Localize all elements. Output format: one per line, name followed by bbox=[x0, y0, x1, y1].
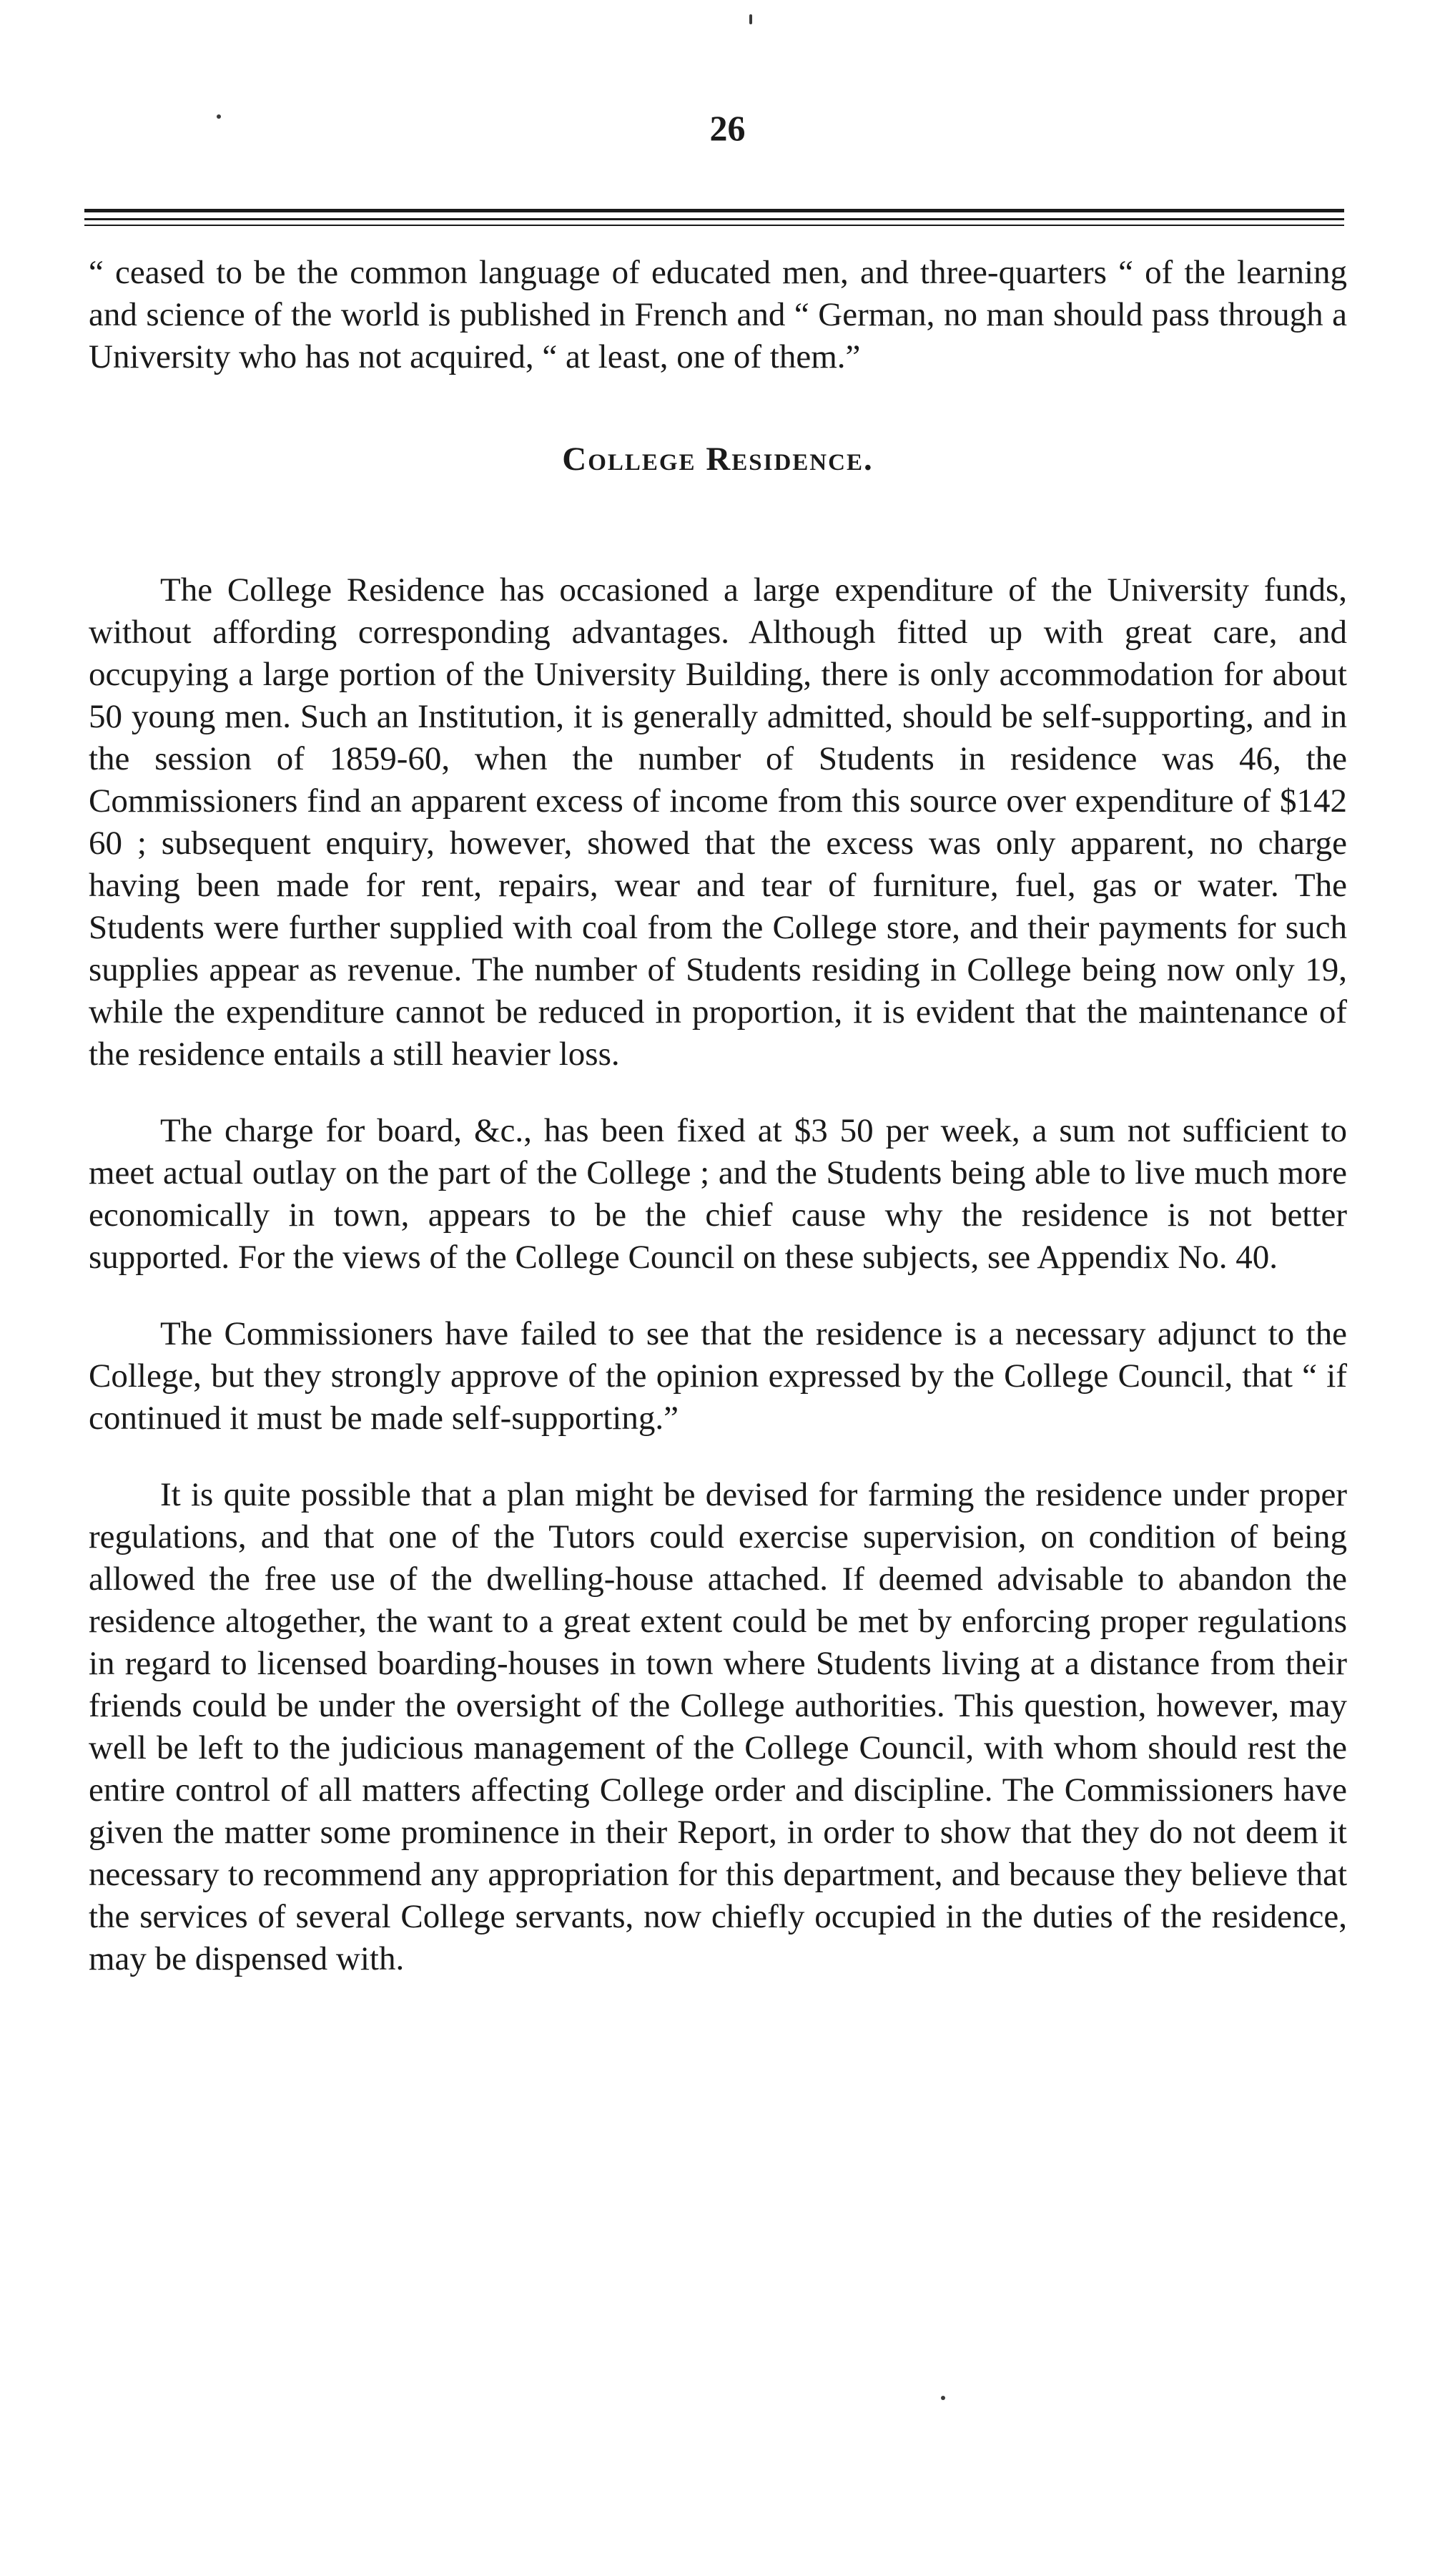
paragraph: It is quite possible that a plan might be devised for farming the residence under proper regulations, and that one of the Tutors could exercise supervision, on condition of being allowed the free use of the dwelling-house attached. If deemed advisable to abandon the residence altogether, the want to a great extent could be met by enforcing proper regulations in regard to licensed boarding-houses in town where Students living at a distance from their friends could be under the oversight of the College authorities. This question, however, may well be left to the judicious management of the College Council, with whom should rest the entire control of all matters affecting College order and discipline. The Commissioners have given the matter some prominence in their Report, in order to show that they do not deem it necessary to recommend any appropriation for this department, and because they believe that the services of several College servants, now chiefly occupied in the duties of the residence, may be dispensed with. bbox=[89, 1476, 1347, 1977]
section-heading: College Residence. bbox=[562, 441, 874, 478]
page-number: 26 bbox=[709, 108, 746, 148]
paragraph: The College Residence has occasioned a large expenditure of the University funds, without affording corresponding advantages. Although fitted up with great care, and occupying a large portion of the University Building, there is only accommodation for about 50 young men. Such an Institution, it is generally admitted, should be self-supporting, and in the session of 1859-60, when the number of Students in residence was 46, the Commissioners find an apparent excess of income from this source over expenditure of $142 60 ; subsequent enquiry, however, showed that the excess was only apparent, no charge having been made for rent, repairs, wear and tear of furniture, fuel, gas or water. The Students were further supplied with coal from the College store, and their payments for such supplies appear as revenue. The number of Students residing in College being now only 19, while the expenditure cannot be reduced in proportion, it is evident that the maintenance of the residence entails a still heavier loss. bbox=[89, 571, 1347, 1073]
header-rule bbox=[84, 209, 1344, 212]
header-rule bbox=[84, 225, 1344, 226]
page-body bbox=[89, 252, 1347, 1980]
ink-speck bbox=[749, 14, 752, 24]
header-rule bbox=[84, 218, 1344, 220]
paragraph: The charge for board, &c., has been fixed at $3 50 per week, a sum not sufficient to meet actual outlay on the part of the College ; and the Students being able to live much more economically in town, appears to be the chief cause why the residence is not better supported. For the views of the College Council on these subjects, see Appendix No. 40. bbox=[89, 1112, 1347, 1276]
quote-continuation: “ ceased to be the common language of educated men, and three-quarters “ of the learning and science of the world is published in French and “ German, no man should pass through a University who has not acquired, “ at least, one of them.” bbox=[89, 254, 1347, 375]
paragraph: The Commissioners have failed to see that the residence is a necessary adjunct to the College, but they strongly approve of the opinion expressed by the College Council, that “ if continued it must be made self-supporting.” bbox=[89, 1315, 1347, 1437]
ink-speck bbox=[941, 2396, 945, 2400]
